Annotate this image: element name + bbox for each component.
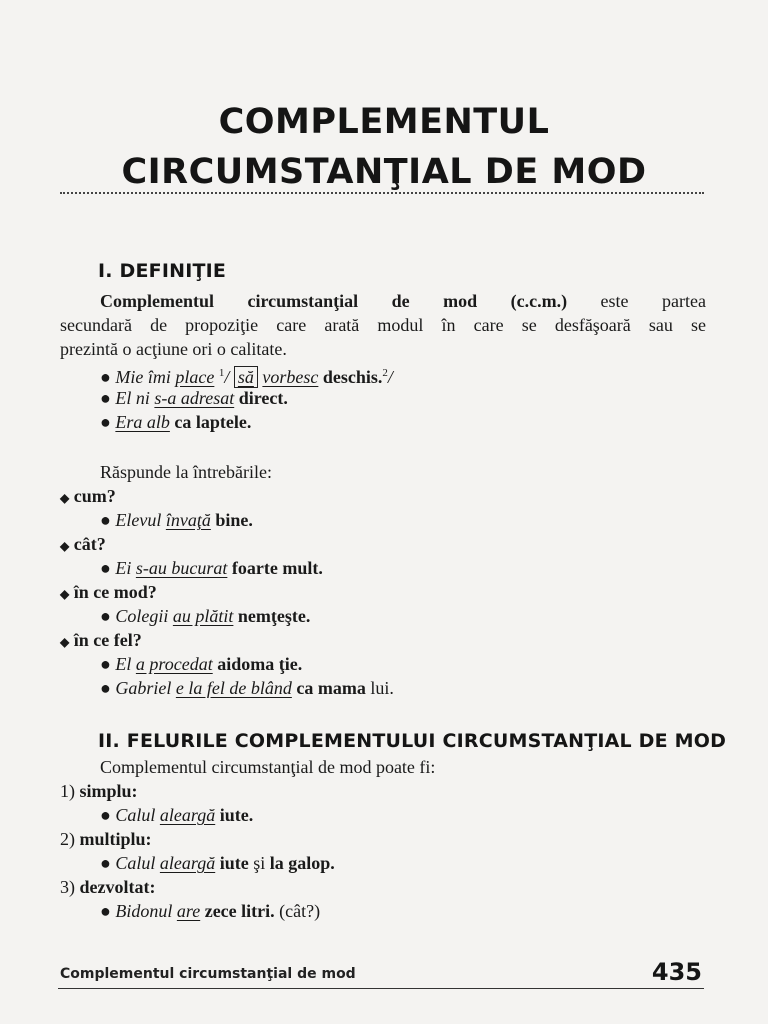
question-4: ◆ în ce fel? bbox=[60, 630, 142, 650]
type-2: 2) multiplu: bbox=[60, 829, 152, 849]
type-3: 3) dezvoltat: bbox=[60, 877, 156, 897]
question-3-example: ● Colegii au plătit nemţeşte. bbox=[100, 606, 311, 626]
definition-line-1 bbox=[60, 290, 706, 312]
type-1: 1) simplu: bbox=[60, 781, 138, 801]
extra-example: ● Gabriel e la fel de blând ca mama lui. bbox=[100, 678, 394, 698]
example-3: ● Era alb ca laptele. bbox=[100, 412, 252, 432]
type-3-example: ● Bidonul are zece litri. (cât?) bbox=[100, 901, 321, 921]
footer-rule bbox=[58, 988, 704, 989]
running-title: Complementul circumstanţial de mod bbox=[60, 966, 356, 982]
section-2-heading: II. FELURILE COMPLEMENTULUI CIRCUMSTANŢIAL DE MOD bbox=[98, 730, 727, 752]
definition-line-3: prezintă o acţiune ori o calitate. bbox=[60, 339, 287, 359]
section-1-heading: I. DEFINIŢIE bbox=[98, 260, 227, 282]
question-1: ◆ cum? bbox=[60, 486, 116, 506]
question-3: ◆ în ce mod? bbox=[60, 582, 157, 602]
definition-term: Complementul circumstanţial de mod (c.c.m.) bbox=[100, 291, 568, 311]
question-2-example: ● Ei s-au bucurat foarte mult. bbox=[100, 558, 323, 578]
definition-line-2: secundară de propoziţie care arată modul în care se desfăşoară sau se bbox=[60, 315, 706, 335]
type-1-example: ● Calul aleargă iute. bbox=[100, 805, 254, 825]
page-number: 435 bbox=[651, 958, 702, 986]
definition-line-1-rest: este partea bbox=[567, 291, 706, 311]
questions-intro: Răspunde la întrebările: bbox=[100, 462, 272, 482]
example-1: ● Mie îmi place $^1$/ să vorbesc deschis.$^2$/ bbox=[100, 367, 393, 387]
boxed-conjunction: să bbox=[234, 366, 258, 388]
type-2-example: ● Calul aleargă iute şi la galop. bbox=[100, 853, 335, 873]
page-title-line-2: CIRCUMSTANŢIAL DE MOD bbox=[121, 152, 647, 192]
question-4-example: ● El a procedat aidoma ţie. bbox=[100, 654, 303, 674]
question-1-example: ● Elevul învaţă bine. bbox=[100, 510, 253, 530]
question-2: ◆ cât? bbox=[60, 534, 106, 554]
example-2: ● El ni s-a adresat direct. bbox=[100, 388, 288, 408]
page-title-line-1: COMPLEMENTUL bbox=[218, 102, 550, 142]
title-dotted-divider bbox=[60, 192, 704, 194]
section-2-intro: Complementul circumstanţial de mod poate fi: bbox=[100, 757, 436, 777]
